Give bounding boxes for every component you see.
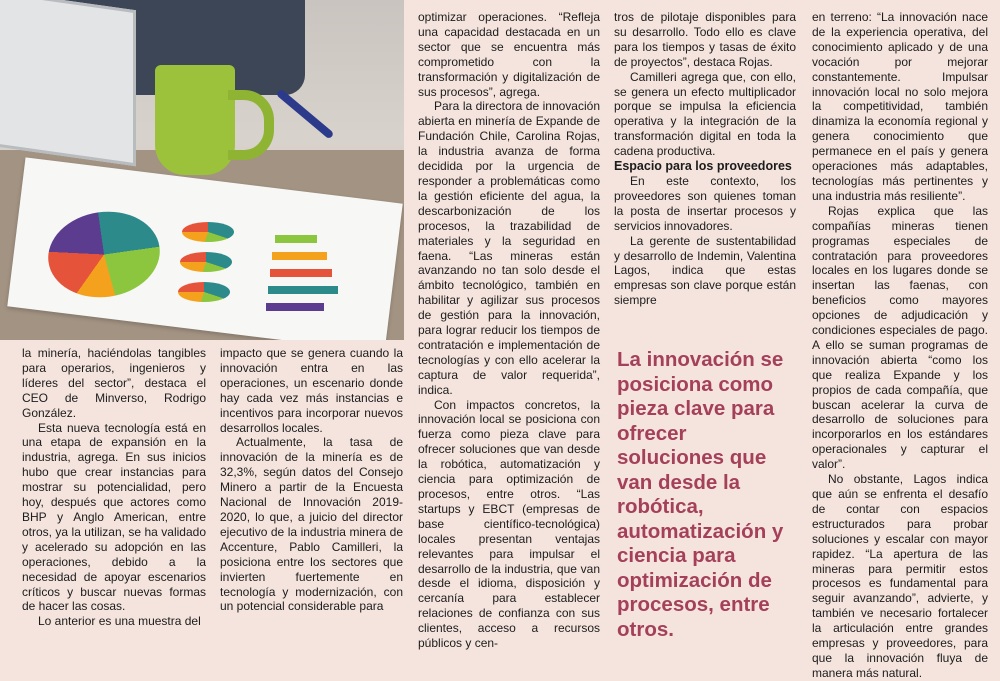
paragraph: Actualmente, la tasa de innovación de la minería es de 32,3%, según datos del Consejo Minero a partir de la Encuesta Nacional de Innovación 2019-2020, lo que, a juicio del director ejecutivo de la industria minera de Accenture, Pablo Camilleri, la posiciona entre los sectores que invierten fuertemente en tecnología y modernización, con un potencial considerable para — [220, 435, 403, 614]
green-mug-image — [155, 65, 235, 175]
small-pie-graphic — [178, 282, 230, 302]
text-column-1 — [22, 346, 206, 629]
bar-graphic — [268, 286, 338, 294]
paragraph: La gerente de sustentabilidad y desarrollo de Indemin, Valentina Lagos, indica que estas empresas son clave porque están siempre — [614, 233, 796, 308]
text-column-3 — [418, 10, 600, 651]
bar-graphic — [272, 252, 327, 260]
paragraph: Camilleri agrega que, con ello, se genera un efecto multiplicador porque se impulsa la eficiencia operativa y la integración de la transformación digital en toda la cadena productiva. — [614, 69, 796, 159]
paragraph: No obstante, Lagos indica que aún se enfrenta el desafío de contar con espacios estructurados para probar soluciones y escalar con mayor rapidez. “La apertura de las mineras para permitir estos procesos es fundamental para seguir avanzando”, advierte, y también ve necesario fortalecer la articulación entre grandes empresas y proveedores, para que la innovación fluya de manera más natural. — [812, 472, 988, 680]
paragraph: Esta nueva tecnología está en una etapa de expansión en la industria, agrega. En sus inicios hubo que crear instancias para mostrar su potencialidad, pero hoy, después que actores como BHP y Anglo American, entre otros, ya la utilizan, se ha validado y acelerado su adopción en las operaciones, debido a la necesidad de apoyar escenarios críticos y buscar nuevas formas de hacer las cosas. — [22, 420, 206, 614]
pen-image — [276, 88, 335, 139]
bar-graphic — [270, 269, 332, 277]
text-column-5 — [812, 10, 988, 681]
small-pie-graphic — [180, 252, 232, 272]
laptop-image — [0, 0, 136, 166]
paragraph: la minería, haciéndolas tangibles para operarios, ingenieros y líderes del sector”, destaca el CEO de Minverso, Rodrigo González. — [22, 346, 206, 420]
small-pie-graphic — [182, 222, 234, 242]
paragraph: impacto que se genera cuando la innovación entra en las operaciones, un escenario donde hay cada vez más instancias e incentivos para incorporar nuevos desarrollos locales. — [220, 346, 403, 435]
paragraph: en terreno: “La innovación nace de la experiencia operativa, del conocimiento aplicado y de una vocación por mejorar constantemente. Impulsar innovación local no solo mejora la competitividad, también dinamiza la economía regional y genera conocimiento que permanece en el país y genera operaciones más adaptables, tecnologías más pertinentes y una industria más resiliente”. — [812, 10, 988, 203]
paragraph: En este contexto, los proveedores son quienes toman la posta de insertar procesos y servicios innovadores. — [614, 173, 796, 233]
text-column-4 — [614, 10, 796, 308]
paragraph: Para la directora de innovación abierta en minería de Expande de Fundación Chile, Carolina Rojas, la industria avanza de forma decidida por la urgencia de responder a problemáticas como la gestión eficiente del agua, la descarbonización de los procesos, la trazabilidad de materiales y la seguridad en faena. “Las mineras están avanzando no tan solo desde el ámbito tecnológico, también en habilitar y agilizar sus procesos de gestión para la innovación, para lograr reducir los tiempos de contratación e implementación de tecnologías y con ello acelerar la captura de valor requerida”, indica. — [418, 99, 600, 397]
paragraph: tros de pilotaje disponibles para su desarrollo. Todo ello es clave para los tiempos y tasas de éxito de proyectos”, destaca Rojas. — [614, 10, 796, 69]
article-photo — [0, 0, 404, 340]
paragraph: Lo anterior es una muestra del — [38, 614, 201, 629]
section-subheading: Espacio para los proveedores — [614, 159, 792, 174]
bar-graphic — [266, 303, 324, 311]
paragraph: optimizar operaciones. “Refleja una capacidad destacada en un sector que se encuentra más comprometido con la transformación y digitalización de sus procesos”, agrega. — [418, 10, 600, 99]
text-column-2 — [220, 346, 403, 614]
bar-graphic — [275, 235, 317, 243]
paragraph: Rojas explica que las compañías mineras tienen programas especiales de contratación para proveedores locales en los lugares donde se insertan las faenas, con beneficios como mayores opciones de adjudicación y condiciones especiales de pago. A ello se suman programas de innovación abierta “como los que realiza Expande y los propios de cada compañía, que buscan acelerar la curva de desarrollo de soluciones para incorporarlos en los estándares operacionales y capturar el valor”. — [812, 203, 988, 472]
pull-quote: La innovación se posiciona como pieza clave para ofrecer soluciones que van desde la robótica, automatización y ciencia para optimización de procesos, entre otros. — [617, 348, 784, 641]
paragraph: Con impactos concretos, la innovación local se posiciona con fuerza como pieza clave para ofrecer soluciones que van desde la robótica, automatización y ciencia para optimización de procesos, entre otros. “Las startups y EBCT (empresas de base científico-tecnológica) locales presentan ventajas relevantes para impulsar el desarrollo de la industria, que van desde el idioma, disposición y cercanía para establecer relaciones de confianza con sus clientes, acceso a recursos públicos y cen- — [418, 397, 600, 651]
